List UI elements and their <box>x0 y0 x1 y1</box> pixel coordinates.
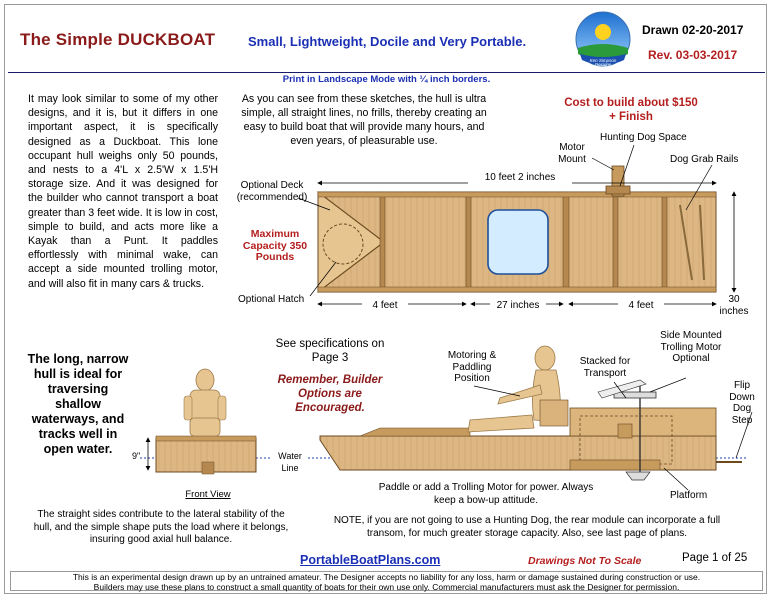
print-note: Print in Landscape Mode with ¼ inch borders. <box>282 74 491 85</box>
website-link[interactable]: PortableBoatPlans.com <box>300 553 441 567</box>
svg-text:Ken Simpson: Ken Simpson <box>589 58 617 63</box>
water-line-label: Water Line <box>272 451 308 474</box>
motor-mount-label: Motor Mount <box>558 142 586 165</box>
builder-options-note: Remember, Builder Options are Encouraged. <box>277 374 383 414</box>
stacked-transport-label: Stacked for Transport <box>579 356 631 379</box>
drawn-date: Drawn 02-20-2017 <box>642 23 744 37</box>
dog-grab-rails-label: Dog Grab Rails <box>670 154 739 165</box>
disclaimer-line-2: Builders may use these plans to construct a small quantity of boats for their own use only. Commercial manufacturers must ask the Designer for permission. <box>93 582 680 592</box>
sketch-description: As you can see from these sketches, the hull is ultra simple, all straight lines, no frills, thereby creating an easy to build boat that will provide many hours, and even years, of pleasurable use. <box>241 93 487 147</box>
intro-paragraph: It may look similar to some of my other designs, and it is, but it differs in one important aspect, it is specifically designed as a Duckboat. This lone occupant hull weighs only 50 pounds, and nests to a 4'L x 2.5'W x 1.5'H storage size. And it was designed for the builder who cannot transport a boat greater than 3 feet wide. It is low in cost, simple to build, and acts more like a Kayak than a Punt. It paddles effortlessly with minimal wake, can accept a side mounted trolling motor, and will also fit in many cars & trucks. <box>28 93 218 290</box>
optional-deck-label: Optional Deck (recommended) <box>236 180 308 203</box>
svg-text:Designs: Designs <box>594 62 612 67</box>
middle-section-dimension: 27 inches <box>490 300 546 312</box>
hull-note: The long, narrow hull is ideal for traversing shallow waterways, and tracks well in open water. <box>27 352 129 456</box>
hunting-dog-note: NOTE, if you are not going to use a Hunting Dog, the rear module can incorporate a full transom, for much greater storage capacity. Also, see last page of plans. <box>333 515 721 539</box>
scale-note: Drawings Not To Scale <box>528 555 642 567</box>
revision-date: Rev. 03-03-2017 <box>648 48 738 62</box>
side-motor-label: Side Mounted Trolling Motor Optional <box>660 330 722 364</box>
front-section-dimension: 4 feet <box>362 300 408 312</box>
specifications-note: See specifications on Page 3 <box>275 338 385 364</box>
optional-hatch-label: Optional Hatch <box>238 294 305 305</box>
capacity-label: Maximum Capacity 350 Pounds <box>242 228 308 263</box>
cost-line-2: + Finish <box>609 111 653 123</box>
page-subtitle: Small, Lightweight, Docile and Very Portable. <box>248 34 527 49</box>
page-title: The Simple DUCKBOAT <box>20 30 216 49</box>
disclaimer-line-1: This is an experimental design drawn up by an untrained amateur. The Designer accepts no liability for any loss, harm or damage sustained during construction or use. <box>72 572 701 582</box>
straight-sides-note: The straight sides contribute to the lateral stability of the hull, and the simple shape puts the load where it belongs, insuring good axial hull balance. <box>33 509 289 545</box>
cost-line-1: Cost to build about $150 <box>564 97 698 109</box>
front-view-label: Front View <box>185 489 231 500</box>
rear-section-dimension: 4 feet <box>618 300 664 312</box>
hunting-dog-space-label: Hunting Dog Space <box>600 132 687 143</box>
draft-dimension: 9" <box>132 451 141 461</box>
disclaimer <box>10 571 763 591</box>
paddle-note: Paddle or add a Trolling Motor for power. Always keep a bow-up attitude. <box>378 482 594 506</box>
front-view <box>148 369 256 474</box>
length-dimension: 10 feet 2 inches <box>468 172 572 184</box>
platform-label: Platform <box>670 490 708 501</box>
flip-step-label: Flip Down Dog Step <box>729 380 755 426</box>
motoring-position-label: Motoring & Paddling Position <box>447 350 497 384</box>
top-view-hull <box>318 166 716 292</box>
width-dimension: 30 inches <box>719 294 749 317</box>
page-number: Page 1 of 25 <box>682 552 748 564</box>
